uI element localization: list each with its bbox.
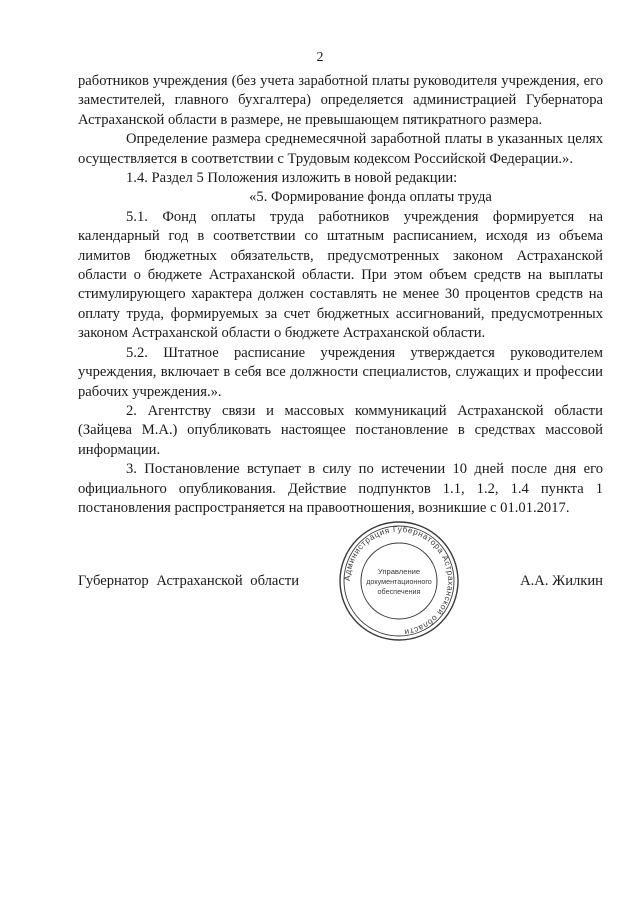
official-stamp <box>337 519 461 643</box>
document-body <box>78 72 603 518</box>
paragraph-publication: 2. Агентству связи и массовых коммуникаций Астраханской области (Зайцева М.А.) опубликовать настоящее постановление в средствах массовой информации. <box>78 402 603 458</box>
stamp-line-3: обеспечения <box>377 587 421 596</box>
paragraph-section-5-amendment: 1.4. Раздел 5 Положения изложить в новой редакции: <box>126 170 458 187</box>
page-number: 2 <box>316 50 324 65</box>
paragraph-5-2: 5.2. Штатное расписание учреждения утверждается руководителем учреждения, включает в себя все должности специалистов, служащих и профессии рабочих учреждения.». <box>78 344 603 400</box>
paragraph-continuation: работников учреждения (без учета заработной платы руководителя учреждения, его заместителей, главного бухгалтера) определяется администрацией Губернатора Астраханской области в размере, не превышающем пятикратного размера. <box>78 73 603 128</box>
signature-title: Губернатор Астраханской области <box>78 573 300 589</box>
stamp-ring-text: Администрация Губернатора Астраханской области <box>342 524 456 637</box>
paragraph-effective-date: 3. Постановление вступает в силу по истечении 10 дней после дня его официального опубликования. Действие подпунктов 1.1, 1.2, 1.4 пункта 1 постановления распространяется на правоотношения, возникшие с 01.01.2017. <box>78 461 603 516</box>
signature-name: А.А. Жилкин <box>520 573 603 589</box>
stamp-line-1: Управление <box>377 567 421 576</box>
stamp-line-2: документационного <box>366 577 432 586</box>
paragraph-5-1: 5.1. Фонд оплаты труда работников учреждения формируется на календарный год в соответствии со штатным расписанием, исходя из объема лимитов бюджетных обязательств, предусмотренных законом Астраханской области о бюджете Астраханской области. При этом объем средств на выплаты стимулирующего характера должен составлять не менее 30 процентов средств на оплату труда, формируемых за счет бюджетных ассигнований, предусмотренных законом Астраханской области о бюджете Астраханской области. <box>78 208 603 342</box>
section-5-heading: «5. Формирование фонда оплаты труда <box>249 189 492 206</box>
paragraph-salary-definition: Определение размера среднемесячной заработной платы в указанных целях осуществляется в соответствии с Трудовым кодексом Российской Федерации.». <box>78 131 603 167</box>
